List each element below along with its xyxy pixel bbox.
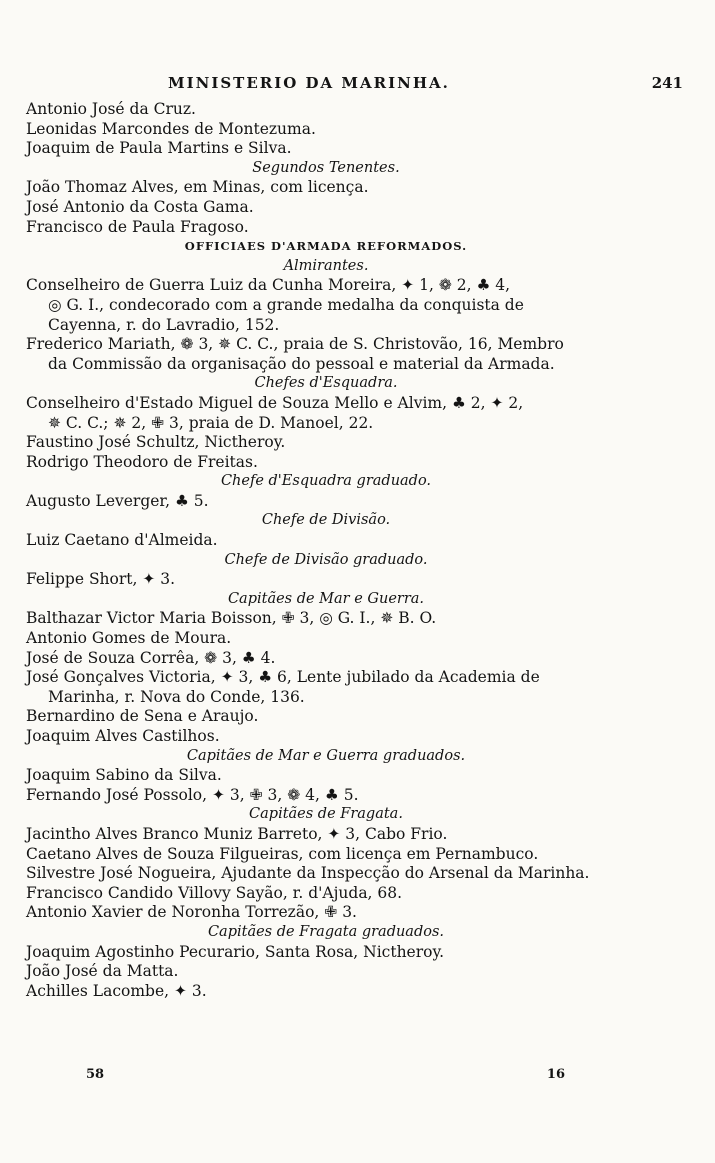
running-title: MINISTERIO DA MARINHA.: [168, 74, 450, 92]
section-heading: Chefe de Divisão graduado.: [224, 551, 428, 568]
entry-line: Caetano Alves de Souza Filgueiras, com licença em Pernambuco.: [26, 844, 539, 863]
entry-line: Conselheiro d'Estado Miguel de Souza Mello e Alvim, ♣ 2, ✦ 2,: [26, 393, 524, 412]
entry-line: Joaquim Alves Castilhos.: [26, 727, 220, 745]
entry-continuation: ✵ C. C.; ✵ 2, ✙ 3, praia de D. Manoel, 22.: [48, 413, 374, 432]
register-list: [26, 99, 626, 1000]
entry-line: Faustino José Schultz, Nictheroy.: [26, 433, 286, 452]
section-heading: Almirantes.: [283, 257, 369, 274]
entry-line: Fernando José Possolo, ✦ 3, ✙ 3, ❁ 4, ♣ 5.: [26, 785, 359, 804]
entry-line: Bernardino de Sena e Araujo.: [26, 707, 259, 726]
entry-line: Felippe Short, ✦ 3.: [26, 570, 176, 589]
section-heading: Capitães de Fragata.: [249, 806, 403, 823]
entry-line: Jacintho Alves Branco Muniz Barreto, ✦ 3, Cabo Frio.: [26, 824, 448, 843]
entry-line: Silvestre José Nogueira, Ajudante da Inspecção do Arsenal da Marinha.: [26, 864, 590, 883]
section-heading: Chefes d'Esquadra.: [254, 375, 398, 392]
section-heading: Chefe de Divisão.: [261, 512, 391, 529]
entry-line: Francisco Candido Villovy Sayão, r. d'Ajuda, 68.: [26, 883, 403, 902]
entry-line: Augusto Leverger, ♣ 5.: [26, 491, 209, 510]
page-footer: [86, 1065, 565, 1085]
page-number: 241: [651, 74, 683, 92]
entry-line: Joaquim Agostinho Pecurario, Santa Rosa, Nictheroy.: [26, 942, 445, 961]
entry-line: Antonio José da Cruz.: [26, 100, 196, 118]
section-heading: Capitães de Mar e Guerra graduados.: [186, 747, 466, 764]
entry-continuation: Marinha, r. Nova do Conde, 136.: [48, 687, 305, 706]
entry-line: Leonidas Marcondes de Montezuma.: [26, 119, 316, 138]
entry-line: José Antonio da Costa Gama.: [26, 197, 254, 216]
entry-line: João Thomaz Alves, em Minas, com licença.: [26, 178, 369, 197]
entry-line: Luiz Caetano d'Almeida.: [26, 531, 218, 550]
entry-line: Antonio Xavier de Noronha Torrezão, ✙ 3.: [26, 903, 357, 922]
entry-line: Frederico Mariath, ❁ 3, ✵ C. C., praia de S. Christovão, 16, Membro: [26, 335, 564, 354]
entry-line: Antonio Gomes de Moura.: [26, 629, 232, 648]
entry-line: José de Souza Corrêa, ❁ 3, ♣ 4.: [26, 648, 276, 667]
entry-line: Balthazar Victor Maria Boisson, ✙ 3, ◎ G. I., ✵ B. O.: [26, 609, 437, 628]
section-heading: Capitães de Mar e Guerra.: [227, 590, 425, 607]
signature-mark-left: 58: [86, 1067, 105, 1082]
entry-continuation: ◎ G. I., condecorado com a grande medalha da conquista de: [48, 295, 524, 314]
entry-line: Francisco de Paula Fragoso.: [26, 217, 249, 236]
entry-line: Conselheiro de Guerra Luiz da Cunha Moreira, ✦ 1, ❁ 2, ♣ 4,: [26, 276, 511, 295]
page-header: [26, 73, 685, 95]
entry-line: Achilles Lacombe, ✦ 3.: [26, 981, 207, 1000]
entry-line: José Gonçalves Victoria, ✦ 3, ♣ 6, Lente jubilado da Academia de: [26, 668, 540, 687]
entry-continuation: da Commissão da organisação do pessoal e material da Armada.: [48, 354, 555, 373]
entry-line: Joaquim Sabino da Silva.: [26, 766, 222, 785]
section-heading: Capitães de Fragata graduados.: [207, 923, 445, 940]
section-heading: Chefe d'Esquadra graduado.: [220, 473, 432, 490]
section-heading: Segundos Tenentes.: [252, 159, 400, 176]
entry-line: Joaquim de Paula Martins e Silva.: [26, 139, 292, 158]
entry-line: João José da Matta.: [26, 962, 179, 981]
entry-line: Rodrigo Theodoro de Freitas.: [26, 452, 258, 471]
major-heading: OFFICIAES D'ARMADA REFORMADOS.: [184, 239, 468, 254]
signature-mark-right: 16: [546, 1067, 565, 1082]
entry-continuation: Cayenna, r. do Lavradio, 152.: [48, 315, 280, 334]
